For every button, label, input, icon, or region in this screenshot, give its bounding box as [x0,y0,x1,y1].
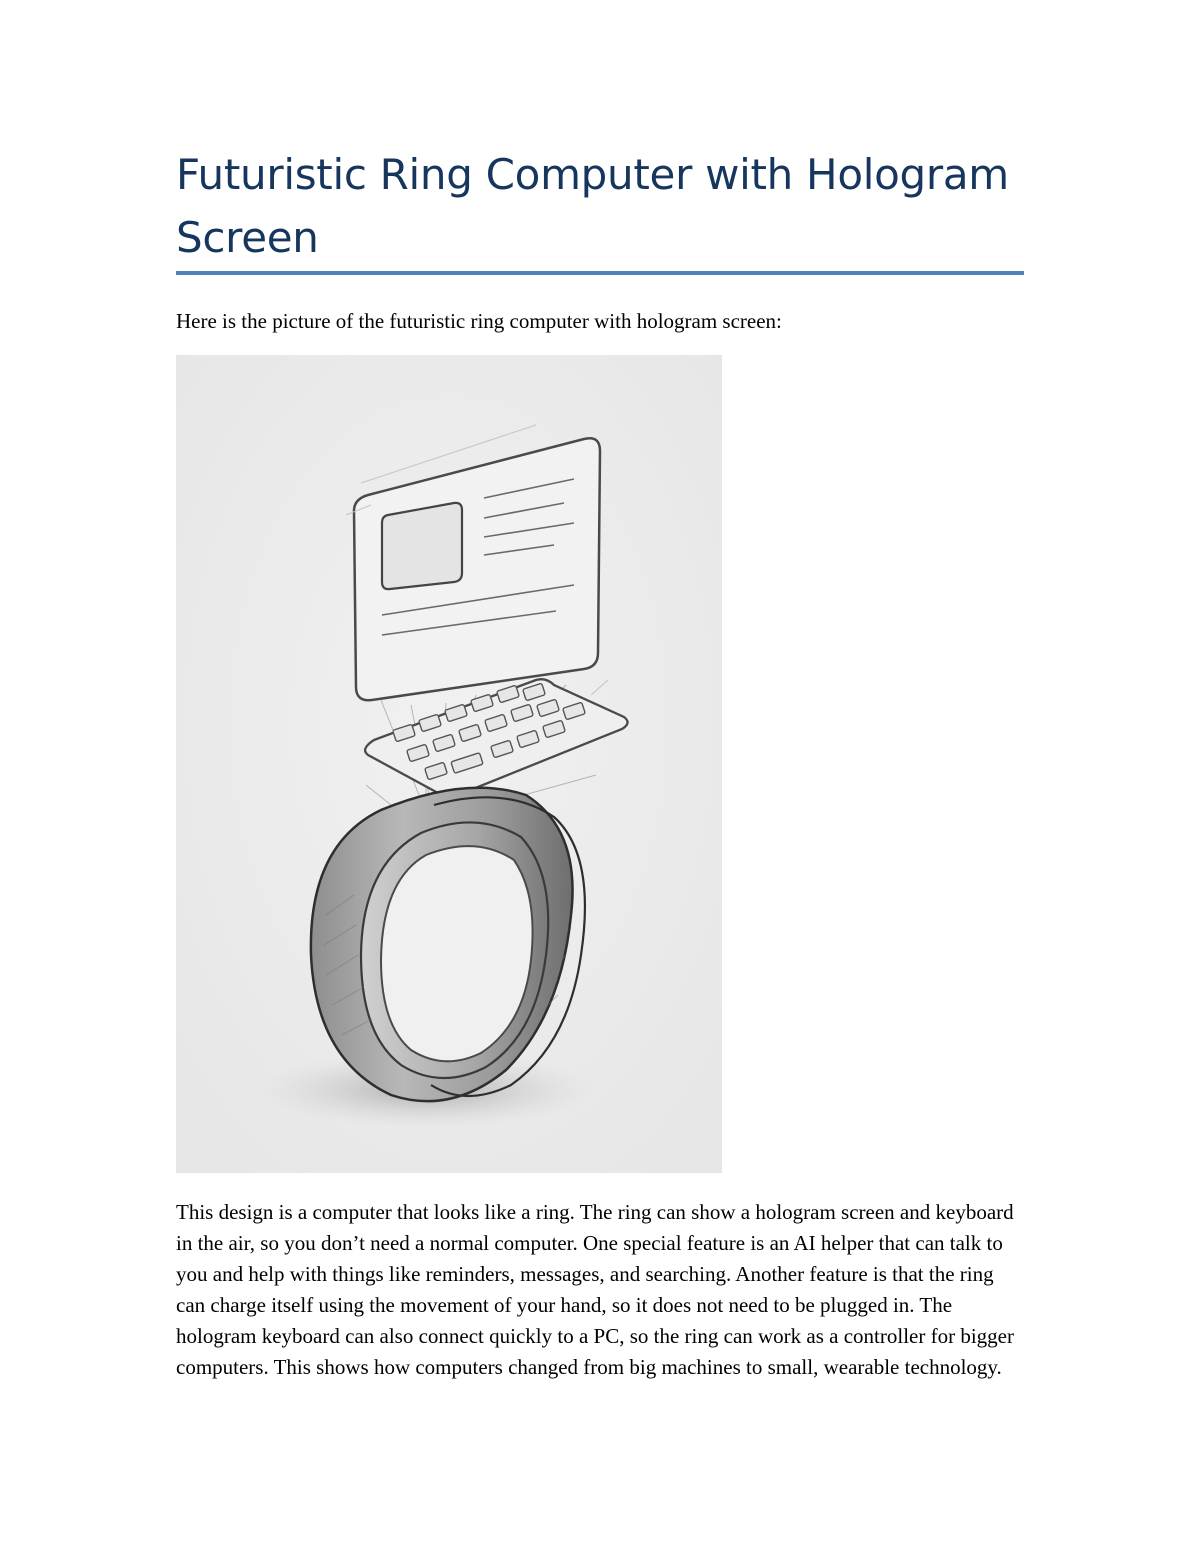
ring-computer-sketch-image [176,355,722,1173]
description-paragraph: This design is a computer that looks like a ring. The ring can show a hologram screen and keyboard in the air, so you don’t need a normal computer. One special feature is an AI helper that can talk to you and help with things like reminders, messages, and searching. Another feature is that the ring can charge itself using the movement of your hand, so it does not need to be plugged in. The hologram keyboard can also connect quickly to a PC, so the ring can work as a controller for bigger computers. This shows how computers changed from big machines to small, wearable technology. [176,1200,1015,1379]
sketch-drawing [176,355,722,1173]
title-underline-rule [176,271,1024,275]
document-title: Futuristic Ring Computer with Hologram Screen [176,150,1009,262]
intro-paragraph: Here is the picture of the futuristic ring computer with hologram screen: [176,309,782,333]
ring-body [311,788,585,1101]
